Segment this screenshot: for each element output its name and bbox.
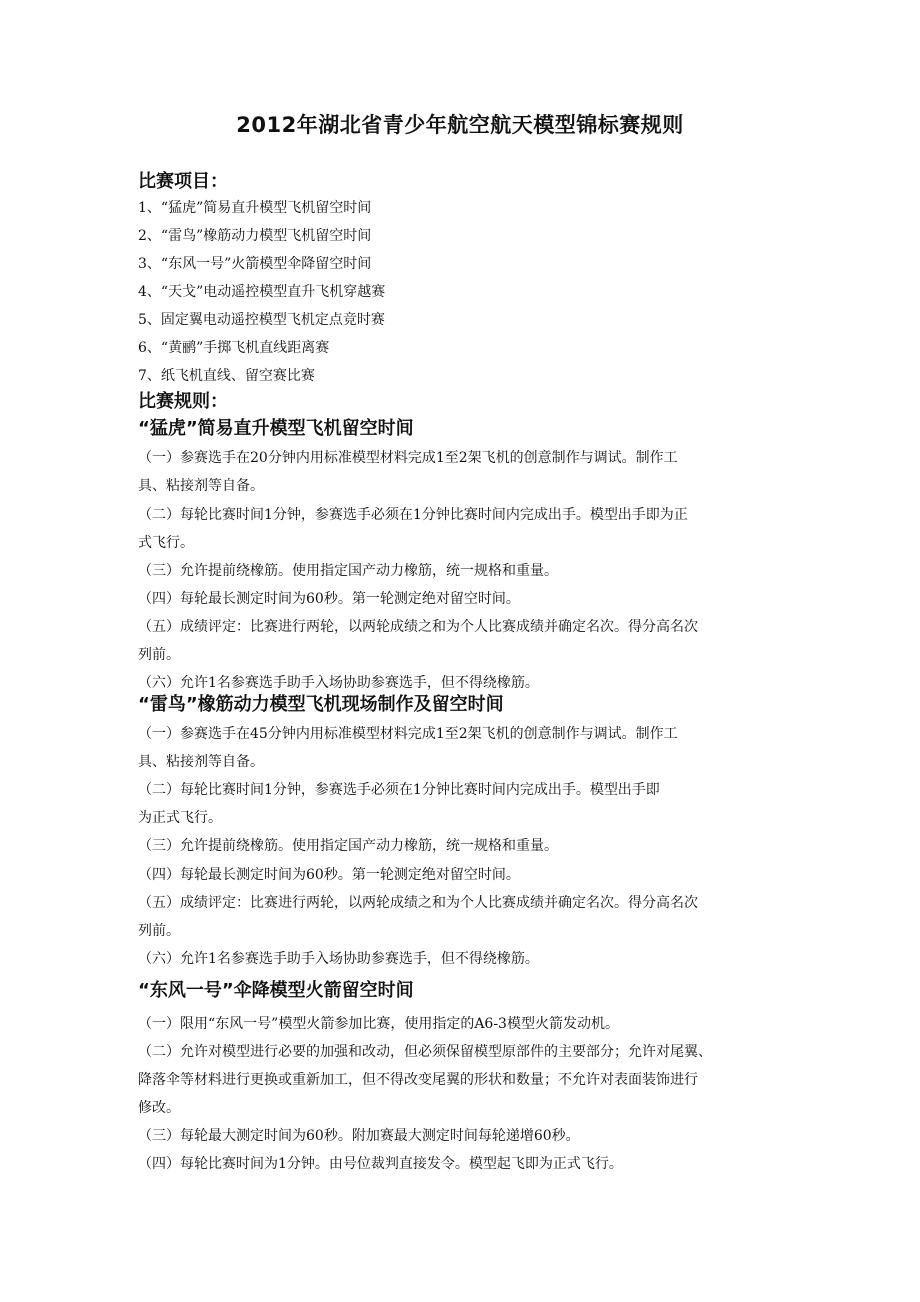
rule-line: （一）限用“东风一号”模型火箭参加比赛，使用指定的A6-3模型火箭发动机。 (138, 1016, 619, 1032)
event-item: 5、固定翼电动遥控模型飞机定点竞时赛 (138, 312, 385, 328)
event-item: 7、纸飞机直线、留空赛比赛 (138, 368, 315, 384)
event-item: 2、“雷鸟”橡筋动力模型飞机留空时间 (138, 228, 372, 244)
event-item: 3、“东风一号”火箭模型伞降留空时间 (138, 256, 372, 272)
rule-line: 具、粘接剂等自备。 (138, 754, 264, 770)
rule-line: （三）允许提前绕橡筋。使用指定国产动力橡筋，统一规格和重量。 (138, 563, 558, 579)
rule-line: （二）允许对模型进行必要的加强和改动，但必须保留模型原部件的主要部分；允许对尾翼、 (138, 1044, 712, 1060)
rule-line: （一）参赛选手在20分钟内用标准模型材料完成1至2架飞机的创意制作与调试。制作工 (138, 450, 678, 466)
rule-line: （六）允许1名参赛选手助手入场协助参赛选手，但不得绕橡筋。 (138, 951, 539, 967)
events-heading: 比赛项目： (138, 171, 228, 192)
section-heading: “雷鸟”橡筋动力模型飞机现场制作及留空时间 (138, 694, 504, 715)
rule-line: （六）允许1名参赛选手助手入场协助参赛选手，但不得绕橡筋。 (138, 675, 539, 691)
rule-line: （二）每轮比赛时间1分钟，参赛选手必须在1分钟比赛时间内完成出手。模型出手即为正 (138, 507, 688, 523)
rule-line: （四）每轮比赛时间为1分钟。由号位裁判直接发令。模型起飞即为正式飞行。 (138, 1156, 623, 1172)
rule-line: （三）每轮最大测定时间为60秒。附加赛最大测定时间每轮递增60秒。 (138, 1128, 580, 1144)
rules-heading: 比赛规则： (138, 391, 228, 412)
event-item: 1、“猛虎”简易直升模型飞机留空时间 (138, 200, 372, 216)
rule-line: （一）参赛选手在45分钟内用标准模型材料完成1至2架飞机的创意制作与调试。制作工 (138, 726, 678, 742)
document-title: 2012年湖北省青少年航空航天模型锦标赛规则 (236, 113, 684, 137)
event-item: 4、“天戈”电动遥控模型直升飞机穿越赛 (138, 284, 386, 300)
rule-line: （五）成绩评定：比赛进行两轮，以两轮成绩之和为个人比赛成绩并确定名次。得分高名次 (138, 619, 698, 635)
rule-line: （四）每轮最长测定时间为60秒。第一轮测定绝对留空时间。 (138, 867, 520, 883)
section-heading: “东风一号”伞降模型火箭留空时间 (138, 980, 414, 1001)
rule-line: 式飞行。 (138, 535, 194, 551)
rule-line: 为正式飞行。 (138, 810, 222, 826)
rule-line: 修改。 (138, 1100, 180, 1116)
rule-line: 降落伞等材料进行更换或重新加工，但不得改变尾翼的形状和数量；不允许对表面装饰进行 (138, 1072, 698, 1088)
rule-line: 列前。 (138, 923, 180, 939)
rule-line: （四）每轮最长测定时间为60秒。第一轮测定绝对留空时间。 (138, 591, 520, 607)
rule-line: 具、粘接剂等自备。 (138, 478, 264, 494)
rule-line: （三）允许提前绕橡筋。使用指定国产动力橡筋，统一规格和重量。 (138, 838, 558, 854)
rule-line: （五）成绩评定：比赛进行两轮，以两轮成绩之和为个人比赛成绩并确定名次。得分高名次 (138, 895, 698, 911)
section-heading: “猛虎”简易直升模型飞机留空时间 (138, 418, 414, 439)
rule-line: （二）每轮比赛时间1分钟，参赛选手必须在1分钟比赛时间内完成出手。模型出手即 (138, 782, 660, 798)
rule-line: 列前。 (138, 647, 180, 663)
event-item: 6、“黄鹂”手掷飞机直线距离赛 (138, 340, 330, 356)
